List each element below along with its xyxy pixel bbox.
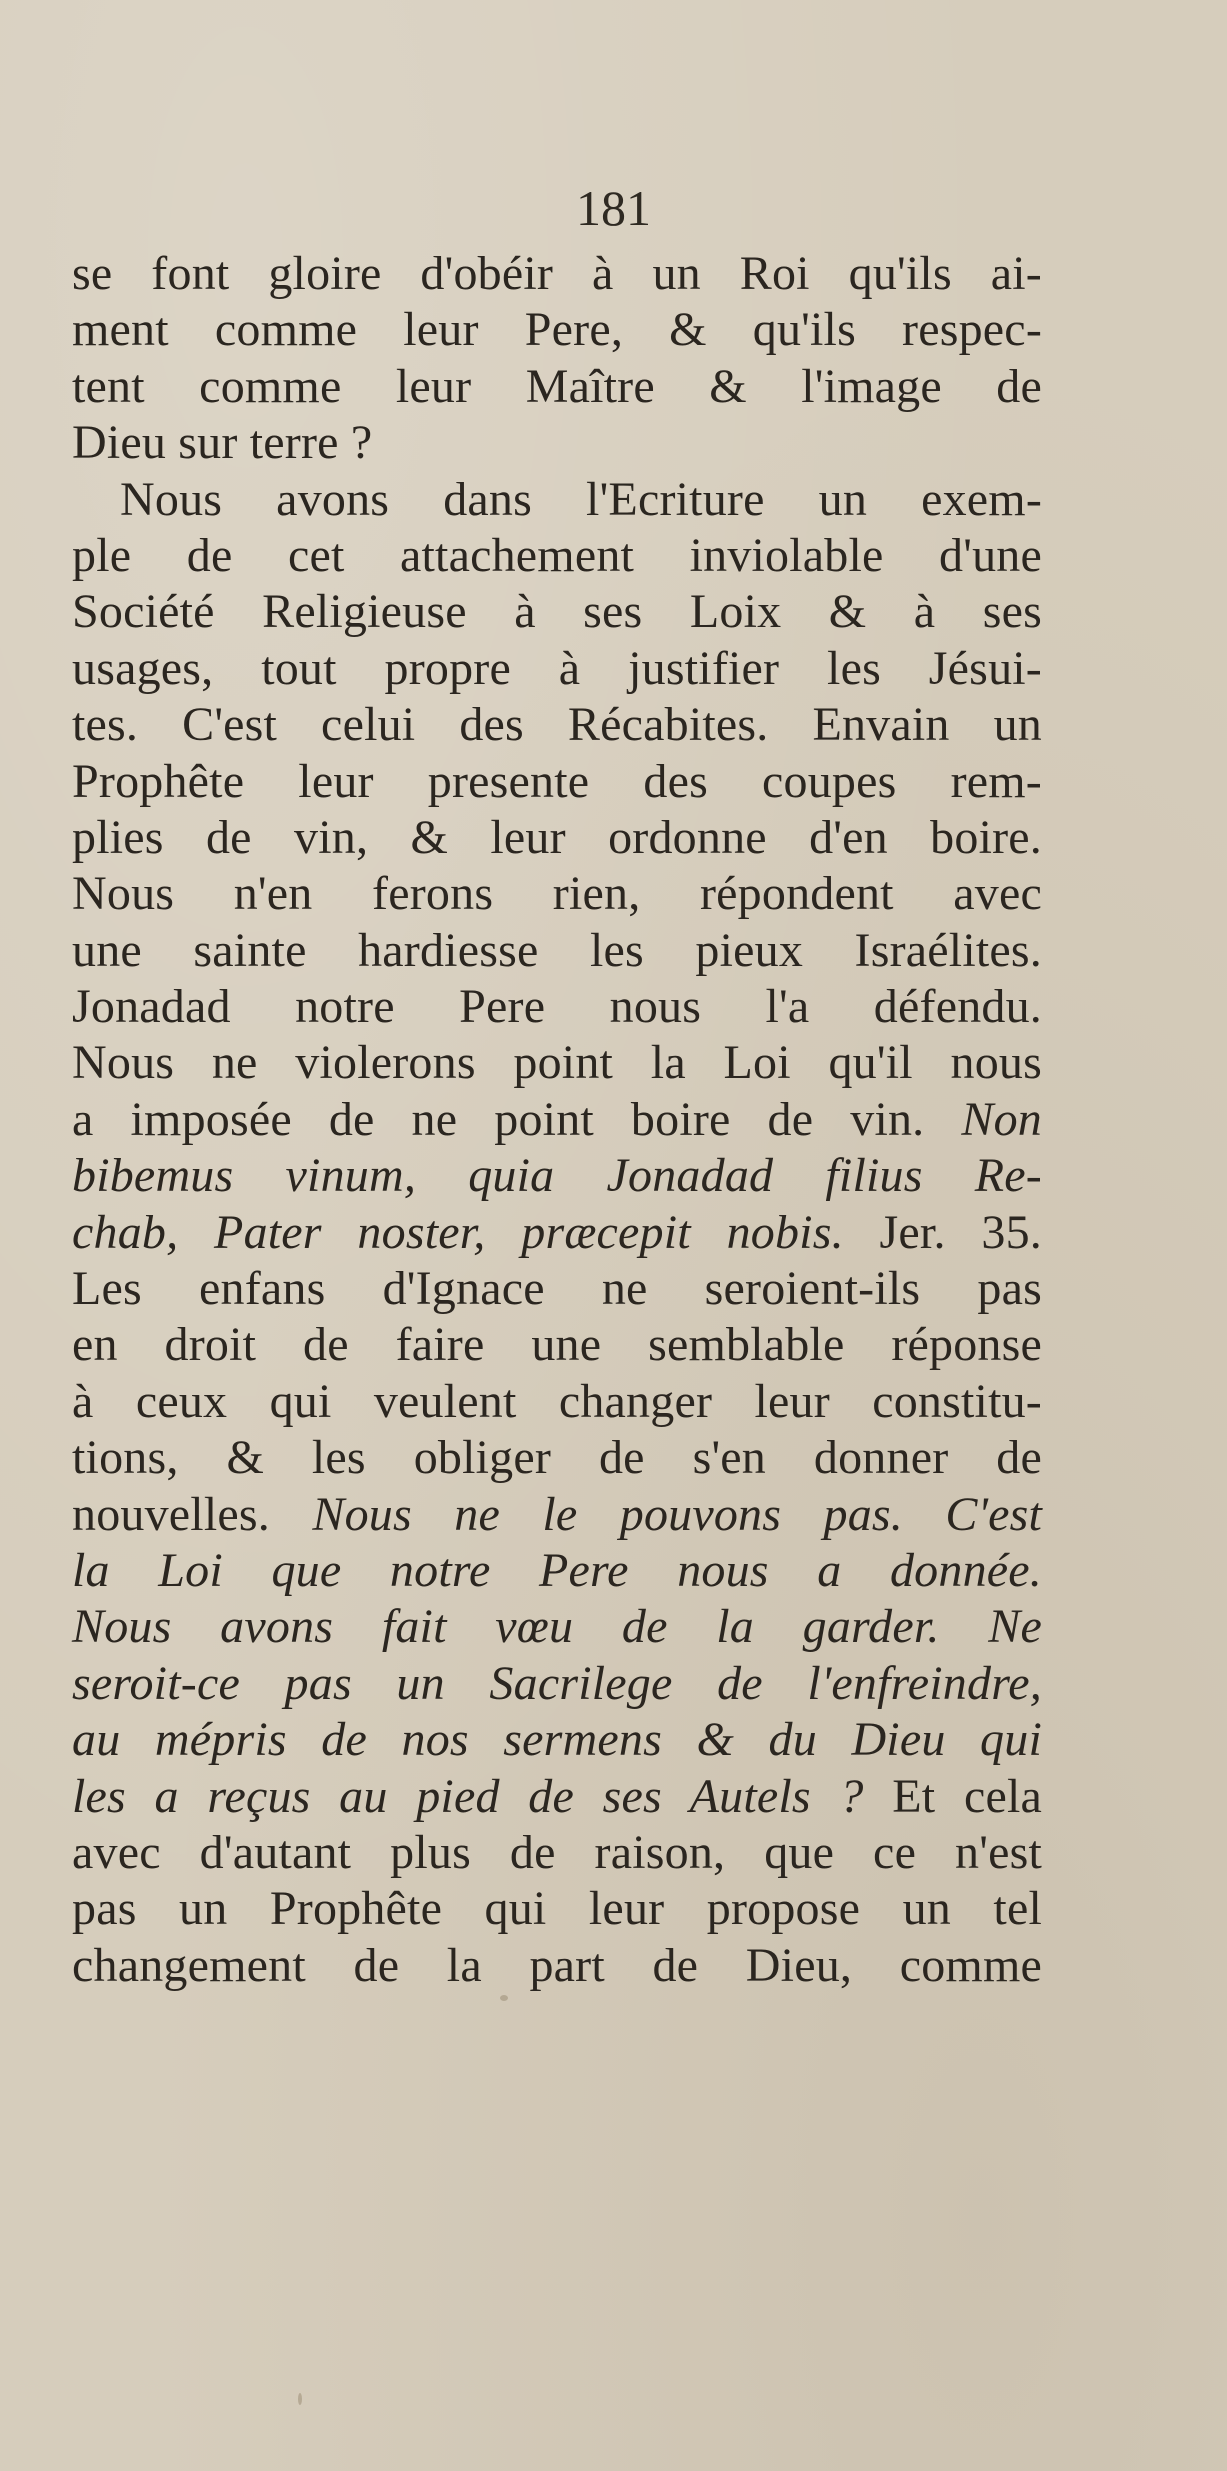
text-line-main: Société Religieuse à ses Loix & à ses [72, 585, 1042, 639]
text-line-main: au mépris de nos sermens & du Dieu qui [72, 1713, 1042, 1767]
text-line [72, 1543, 1042, 1599]
text-line-main: Nous n'en ferons rien, répondent avec [72, 867, 1042, 921]
text-line [72, 697, 1042, 753]
text-line [72, 1092, 1042, 1148]
text-line-main: usages, tout propre à justifier les Jésui- [72, 641, 1042, 695]
text-line [72, 1205, 1042, 1261]
text-line-tail: Et cela [892, 1769, 1042, 1823]
body-text [72, 246, 1042, 1994]
text-line-tail: Jer. 35. [879, 1205, 1043, 1259]
text-line [72, 1317, 1042, 1373]
text-line-main: Prophête leur presente des coupes rem- [72, 754, 1042, 808]
text-line [72, 979, 1042, 1035]
text-line-main: avec d'autant plus de raison, que ce n'est [72, 1825, 1042, 1879]
text-line [72, 1374, 1042, 1430]
page-number: 181 [576, 180, 651, 236]
text-line-main: pas un Prophête qui leur propose un tel [72, 1882, 1042, 1936]
text-line-main: tes. C'est celui des Récabites. Envain un [72, 698, 1042, 752]
text-line [72, 528, 1042, 584]
text-line-main: Nous ne violerons point la Loi qu'il nous [72, 1036, 1042, 1090]
text-line [72, 302, 1042, 358]
text-line [72, 1148, 1042, 1204]
text-line [72, 1881, 1042, 1937]
text-line [72, 1656, 1042, 1712]
text-line [72, 472, 1042, 528]
text-line-main: les a reçus au pied de ses Autels ? [72, 1769, 864, 1823]
text-line-main: ple de cet attachement inviolable d'une [72, 528, 1042, 582]
text-line [72, 1938, 1042, 1994]
text-line [72, 754, 1042, 810]
text-line [72, 641, 1042, 697]
text-line-main: la Loi que notre Pere nous a donnée. [72, 1543, 1042, 1597]
text-line [72, 810, 1042, 866]
text-line-main: Jonadad notre Pere nous l'a défendu. [72, 980, 1042, 1034]
text-line-main: Dieu sur terre ? [72, 416, 373, 470]
text-line-main: Nous avons dans l'Ecriture un exem- [120, 472, 1042, 526]
paper-speck [500, 1995, 508, 2001]
text-line [72, 415, 1042, 471]
text-line [72, 1487, 1042, 1543]
text-line [72, 1599, 1042, 1655]
text-line-main: à ceux qui veulent changer leur constitu- [72, 1374, 1042, 1428]
text-line [72, 1261, 1042, 1317]
text-line-main: nouvelles. [72, 1487, 270, 1541]
text-line-main: en droit de faire une semblable réponse [72, 1318, 1042, 1372]
text-line [72, 359, 1042, 415]
paper-speck [298, 2393, 302, 2405]
text-line [72, 584, 1042, 640]
text-line-main: se font gloire d'obéir à un Roi qu'ils ai- [72, 247, 1042, 300]
text-line-main: chab, Pater noster, præcepit nobis. [72, 1205, 844, 1259]
text-line-main: tent comme leur Maître & l'image de [72, 359, 1042, 413]
text-line-main: a imposée de ne point boire de vin. [72, 1092, 925, 1146]
text-line [72, 1035, 1042, 1091]
text-line-main: seroit-ce pas un Sacrilege de l'enfreindre, [72, 1656, 1042, 1710]
text-line [72, 1712, 1042, 1768]
text-line-main: tions, & les obliger de s'en donner de [72, 1431, 1042, 1485]
text-line-main: Les enfans d'Ignace ne seroient-ils pas [72, 1262, 1042, 1316]
text-line-main: Nous avons fait vœu de la garder. Ne [72, 1600, 1042, 1654]
text-line-main: ment comme leur Pere, & qu'ils respec- [72, 303, 1042, 357]
text-line-italic-tail: Nous ne le pouvons pas. C'est [312, 1487, 1042, 1541]
text-line [72, 246, 1042, 302]
text-line-italic-tail: Non [961, 1092, 1043, 1146]
text-line-main: changement de la part de Dieu, comme [72, 1938, 1042, 1992]
text-line-main: une sainte hardiesse les pieux Israélites. [72, 923, 1042, 977]
text-line [72, 1825, 1042, 1881]
text-line [72, 923, 1042, 979]
text-line [72, 1430, 1042, 1486]
text-line [72, 866, 1042, 922]
text-line-main: bibemus vinum, quia Jonadad filius Re- [72, 1149, 1042, 1203]
text-line [72, 1769, 1042, 1825]
text-line-main: plies de vin, & leur ordonne d'en boire. [72, 810, 1042, 864]
